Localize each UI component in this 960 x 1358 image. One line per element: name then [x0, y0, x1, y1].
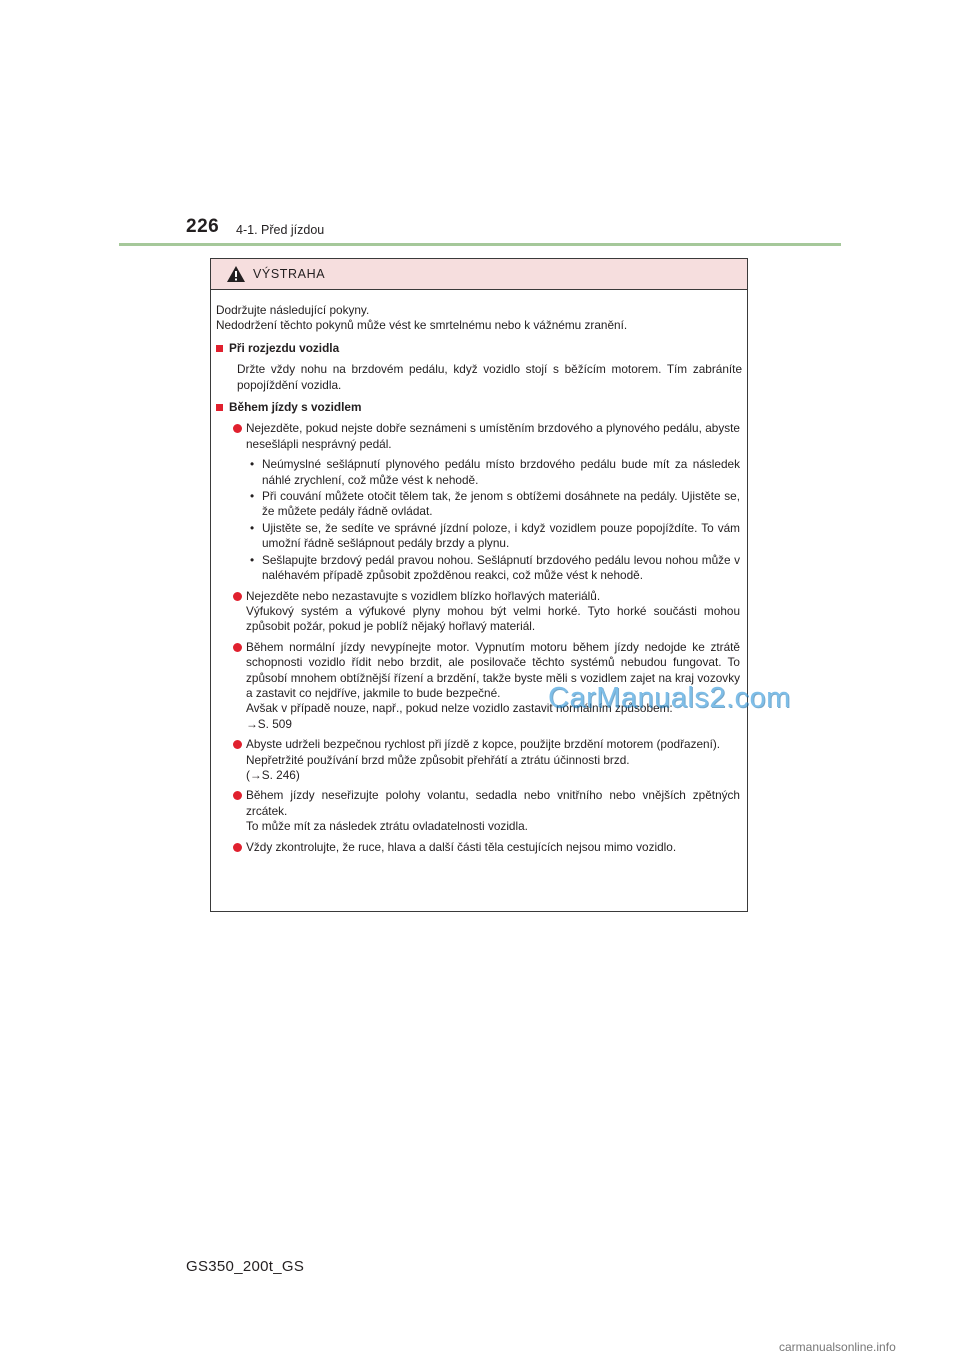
small-dot-icon: • [250, 457, 255, 472]
section-title: 4-1. Před jízdou [236, 223, 325, 237]
page-reference: →S. 509 [246, 716, 292, 731]
red-dot-bullet-icon [233, 424, 242, 433]
sub-list-text: Neúmyslné sešlápnutí plynového pedálu místo brzdového pedálu bude mít za následek náhlé zrychlení, což může vést k nehodě. [262, 457, 740, 487]
bullet-item [216, 788, 742, 834]
bullet-text: Vždy zkontrolujte, že ruce, hlava a další části těla cestujících nejsou mimo vozidlo. [246, 839, 677, 854]
section-text: Držte vždy nohu na brzdovém pedálu, když vozidlo stojí s běžícím motorem. Tím zabráníte popojíždění vozidla. [237, 362, 742, 392]
sub-list-item [250, 489, 742, 520]
red-dot-bullet-icon [233, 843, 242, 852]
section-heading-text: Při rozjezdu vozidla [229, 340, 340, 355]
section-heading-text: Během jízdy s vozidlem [229, 400, 362, 415]
red-dot-bullet-icon [233, 791, 242, 800]
bullet-item [216, 737, 742, 783]
bullet-item [216, 589, 742, 635]
intro-line: Dodržujte následující pokyny. [216, 303, 370, 317]
red-square-bullet-icon [216, 404, 223, 411]
bullet-text [246, 788, 742, 834]
bullet-item [216, 840, 742, 855]
warning-body [211, 290, 747, 855]
bullet-line: Abyste udrželi bezpečnou rychlost při jízdě z kopce, použijte brzdění motorem (podřazení). [246, 737, 721, 752]
bullet-text: Nejezděte, pokud nejste dobře seznámeni s umístěním brzdového a plynového pedálu, abyste nesešlápli nesprávný pedál. [246, 421, 740, 451]
sub-list-text: Sešlapujte brzdový pedál pravou nohou. Sešlápnutí brzdového pedálu levou nohou může v naléhavém případě způsobit zpožděnou reakci, což může vést k nehodě. [262, 552, 740, 583]
footer-site: carmanualsonline.info [779, 1340, 896, 1354]
warning-intro [216, 303, 742, 334]
bullet-line: Avšak v případě nouze, např., pokud nelze vozidlo zastavit normálním způsobem: [246, 701, 673, 716]
small-dot-icon: • [250, 552, 255, 567]
sub-list-text: Při couvání můžete otočit tělem tak, že jenom s obtížemi dosáhnete na pedály. Ujistěte se, že můžete pedály řádně ovládat. [262, 489, 740, 519]
red-dot-bullet-icon [233, 740, 242, 749]
bullet-line: Výfukový systém a výfukové plyny mohou být velmi horké. Tyto horké součásti mohou způsobit požár, pokud je poblíž nějaký hořlavý materiál. [246, 603, 740, 634]
bullet-text [246, 737, 742, 783]
small-dot-icon: • [250, 489, 255, 504]
red-square-bullet-icon [216, 345, 223, 352]
section-heading [216, 400, 742, 415]
red-dot-bullet-icon [233, 592, 242, 601]
page-reference: (→S. 246) [246, 767, 300, 782]
bullet-line: Během jízdy neseřizujte polohy volantu, sedadla nebo vnitřního nebo vnějších zpětných zrcátek. [246, 788, 740, 818]
bullet-item [216, 421, 742, 452]
bullet-line: To může mít za následek ztrátu ovladatelnosti vozidla. [246, 819, 528, 834]
sub-list-item [250, 553, 742, 584]
header-rule [119, 243, 841, 246]
warning-box [210, 258, 748, 912]
sub-list-item [250, 521, 742, 552]
page-number: 226 [186, 216, 220, 237]
warning-title: VÝSTRAHA [253, 267, 326, 281]
bullet-line: Nepřetržité používání brzd může způsobit přehřátí a ztrátu účinnosti brzd. [246, 752, 630, 767]
warning-triangle-icon [226, 265, 246, 283]
sub-list [250, 457, 742, 583]
footer-model: GS350_200t_GS [186, 1258, 305, 1275]
bullet-text [246, 589, 742, 635]
section-heading [216, 341, 742, 356]
watermark-text: CarManuals2.com [548, 682, 791, 714]
sub-list-text: Ujistěte se, že sedíte ve správné jízdní poloze, i když vozidlem pouze popojíždíte. To vám umožní řádně sešlápnout pedály brzdy a plynu. [262, 520, 740, 551]
small-dot-icon: • [250, 520, 255, 535]
intro-line: Nedodržení těchto pokynů může vést ke smrtelnému nebo k vážnému zranění. [216, 318, 628, 333]
sub-list-item [250, 457, 742, 488]
warning-header [211, 259, 747, 290]
bullet-line: Nejezděte nebo nezastavujte s vozidlem blízko hořlavých materiálů. [246, 588, 601, 603]
bullet-line: Během normální jízdy nevypínejte motor. Vypnutím motoru během jízdy nedojde ke ztrátě schopnosti vozidlo řídit nebo brzdit, ale posilovače těchto systémů nebudou fungovat. To způsobí mnohem obtížnější řízení a brzdění, takže byste měli s vozidlem zajet na kraj vozovky a zastavit co nejdříve, jakmile to bude bezpečné. [246, 639, 740, 700]
red-dot-bullet-icon [233, 643, 242, 652]
